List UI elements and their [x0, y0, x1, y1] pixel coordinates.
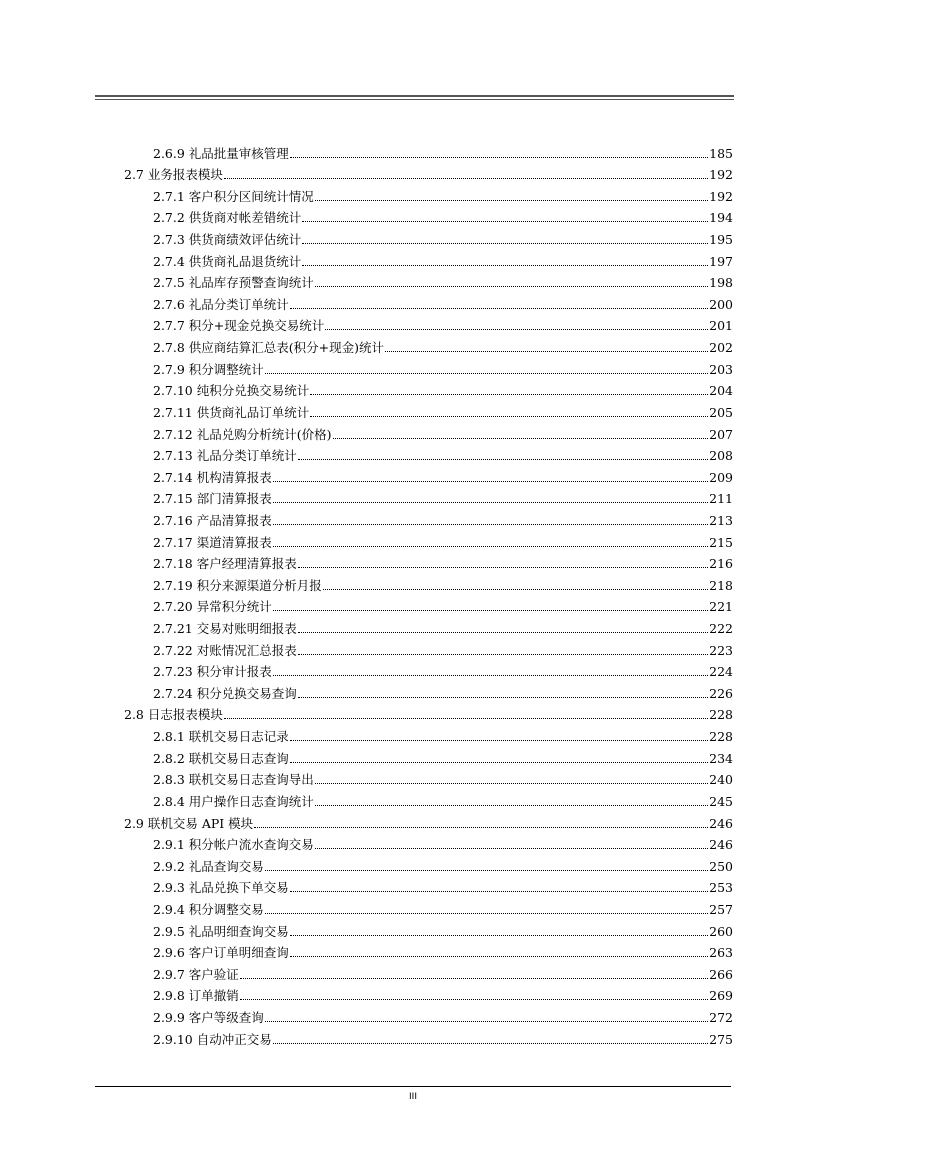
- toc-dot-leader: [302, 243, 708, 244]
- toc-entry[interactable]: [95, 594, 733, 616]
- toc-entry[interactable]: [95, 334, 733, 356]
- toc-entry-title: 2.7.17 渠道清算报表: [153, 534, 272, 550]
- toc-dot-leader: [265, 373, 708, 374]
- toc-entry-title: 2.9.10 自动冲正交易: [153, 1031, 272, 1047]
- toc-entry-title: 2.9.7 客户验证: [153, 966, 239, 982]
- toc-entry-title: 2.9.1 积分帐户流水查询交易: [153, 837, 314, 853]
- toc-dot-leader: [315, 200, 708, 201]
- toc-entry[interactable]: [95, 875, 733, 897]
- toc-dot-leader: [315, 783, 708, 784]
- toc-entry-page: 263: [709, 945, 733, 961]
- toc-entry-page: 192: [709, 167, 733, 183]
- toc-dot-leader: [290, 891, 708, 892]
- toc-entry[interactable]: [95, 486, 733, 508]
- toc-entry-page: 222: [709, 621, 733, 637]
- toc-entry-page: 205: [709, 404, 733, 420]
- toc-dot-leader: [265, 913, 708, 914]
- toc-entry-title: 2.7.21 交易对账明细报表: [153, 621, 297, 637]
- toc-entry[interactable]: [95, 853, 733, 875]
- toc-entry-page: 200: [709, 296, 733, 312]
- toc-entry-page: 216: [709, 556, 733, 572]
- toc-entry[interactable]: [95, 378, 733, 400]
- toc-dot-leader: [254, 827, 708, 828]
- toc-entry-page: 275: [709, 1031, 733, 1047]
- toc-entry-page: 246: [709, 837, 733, 853]
- toc-entry-title: 2.9.9 客户等级查询: [153, 1009, 264, 1025]
- toc-entry-page: 266: [709, 966, 733, 982]
- toc-entry-title: 2.7 业务报表模块: [124, 167, 223, 183]
- toc-entry-page: 234: [709, 750, 733, 766]
- toc-entry-title: 2.7.2 供货商对帐差错统计: [153, 210, 302, 226]
- toc-entry[interactable]: [95, 572, 733, 594]
- toc-entry-title: 2.7.5 礼品库存预警查询统计: [153, 275, 314, 291]
- toc-entry-page: 204: [709, 383, 733, 399]
- toc-dot-leader: [315, 286, 708, 287]
- toc-entry-page: 260: [709, 923, 733, 939]
- toc-entry-title: 2.7.11 供货商礼品订单统计: [153, 404, 310, 420]
- toc-entry[interactable]: [95, 896, 733, 918]
- toc-entry[interactable]: [95, 832, 733, 854]
- toc-entry-title: 2.7.24 积分兑换交易查询: [153, 685, 297, 701]
- toc-entry-title: 2.6.9 礼品批量审核管理: [153, 145, 289, 161]
- toc-entry[interactable]: [95, 205, 733, 227]
- toc-entry-page: 246: [709, 815, 733, 831]
- toc-entry-page: 192: [709, 188, 733, 204]
- toc-dot-leader: [315, 848, 708, 849]
- footer-rule: [95, 1086, 731, 1087]
- toc-entry-title: 2.7.3 供货商绩效评估统计: [153, 232, 302, 248]
- toc-entry-page: 215: [709, 534, 733, 550]
- toc-entry[interactable]: [95, 983, 733, 1005]
- toc-dot-leader: [310, 416, 708, 417]
- toc-entry-page: 250: [709, 858, 733, 874]
- toc-entry-title: 2.8.2 联机交易日志查询: [153, 750, 289, 766]
- toc-dot-leader: [323, 589, 708, 590]
- toc-entry[interactable]: [95, 940, 733, 962]
- toc-entry-page: 194: [709, 210, 733, 226]
- toc-dot-leader: [298, 654, 708, 655]
- toc-entry-title: 2.7.9 积分调整统计: [153, 361, 264, 377]
- toc-entry-title: 2.8.1 联机交易日志记录: [153, 729, 289, 745]
- toc-entry[interactable]: [95, 680, 733, 702]
- toc-entry[interactable]: [95, 140, 733, 162]
- toc-entry[interactable]: [95, 356, 733, 378]
- page-number: III: [409, 1092, 417, 1102]
- toc-entry[interactable]: [95, 615, 733, 637]
- toc-entry-title: 2.8.4 用户操作日志查询统计: [153, 793, 314, 809]
- table-of-contents: [95, 140, 733, 1048]
- toc-entry-page: 245: [709, 793, 733, 809]
- toc-entry-title: 2.7.23 积分审计报表: [153, 664, 272, 680]
- toc-entry-title: 2.7.4 供货商礼品退货统计: [153, 253, 302, 269]
- toc-entry-title: 2.7.18 客户经理清算报表: [153, 556, 297, 572]
- toc-entry[interactable]: [95, 248, 733, 270]
- header-rule: [95, 95, 734, 100]
- toc-entry[interactable]: [95, 313, 733, 335]
- toc-dot-leader: [290, 157, 708, 158]
- toc-dot-leader: [273, 502, 708, 503]
- toc-dot-leader: [290, 956, 708, 957]
- toc-dot-leader: [240, 999, 708, 1000]
- toc-dot-leader: [302, 221, 708, 222]
- toc-entry-title: 2.7.10 纯积分兑换交易统计: [153, 383, 310, 399]
- toc-entry-title: 2.7.8 供应商结算汇总表(积分+现金)统计: [153, 340, 385, 356]
- toc-entry-page: 240: [709, 772, 733, 788]
- toc-dot-leader: [273, 675, 708, 676]
- toc-entry-page: 253: [709, 880, 733, 896]
- toc-entry[interactable]: [95, 226, 733, 248]
- toc-entry-title: 2.9.2 礼品查询交易: [153, 858, 264, 874]
- toc-entry[interactable]: [95, 961, 733, 983]
- toc-entry[interactable]: [95, 918, 733, 940]
- toc-entry[interactable]: [95, 162, 733, 184]
- toc-entry-page: 197: [709, 253, 733, 269]
- toc-entry-title: 2.7.13 礼品分类订单统计: [153, 448, 297, 464]
- toc-dot-leader: [298, 632, 708, 633]
- toc-entry-title: 2.9 联机交易 API 模块: [124, 815, 254, 831]
- toc-entry[interactable]: [95, 1004, 733, 1026]
- toc-entry-title: 2.8.3 联机交易日志查询导出: [153, 772, 314, 788]
- toc-dot-leader: [290, 935, 708, 936]
- toc-entry-page: 257: [709, 901, 733, 917]
- toc-entry-page: 202: [709, 340, 733, 356]
- toc-entry-title: 2.9.8 订单撤销: [153, 988, 239, 1004]
- toc-entry-title: 2.9.6 客户订单明细查询: [153, 945, 289, 961]
- toc-entry-page: 185: [709, 145, 733, 161]
- toc-dot-leader: [302, 265, 708, 266]
- toc-dot-leader: [333, 438, 709, 439]
- toc-dot-leader: [273, 524, 708, 525]
- toc-dot-leader: [290, 308, 708, 309]
- toc-entry[interactable]: [95, 464, 733, 486]
- toc-entry-title: 2.7.22 对账情况汇总报表: [153, 642, 297, 658]
- toc-entry[interactable]: [95, 659, 733, 681]
- toc-entry-title: 2.7.7 积分+现金兑换交易统计: [153, 318, 325, 334]
- toc-entry-title: 2.9.3 礼品兑换下单交易: [153, 880, 289, 896]
- toc-entry-page: 221: [709, 599, 733, 615]
- toc-dot-leader: [325, 329, 708, 330]
- toc-entry[interactable]: [95, 443, 733, 465]
- toc-entry[interactable]: [95, 702, 733, 724]
- toc-dot-leader: [265, 1021, 708, 1022]
- toc-entry-title: 2.7.6 礼品分类订单统计: [153, 296, 289, 312]
- toc-entry-page: 224: [709, 664, 733, 680]
- toc-dot-leader: [385, 351, 708, 352]
- toc-entry-page: 198: [709, 275, 733, 291]
- toc-dot-leader: [290, 740, 708, 741]
- toc-entry-page: 228: [709, 707, 733, 723]
- toc-entry-title: 2.7.15 部门清算报表: [153, 491, 272, 507]
- toc-entry[interactable]: [95, 421, 733, 443]
- toc-entry-page: 203: [709, 361, 733, 377]
- toc-entry[interactable]: [95, 291, 733, 313]
- toc-dot-leader: [224, 178, 708, 179]
- toc-entry-page: 272: [709, 1009, 733, 1025]
- toc-entry-page: 208: [709, 448, 733, 464]
- toc-entry[interactable]: [95, 1026, 733, 1048]
- toc-dot-leader: [273, 1043, 708, 1044]
- toc-entry-page: 228: [709, 729, 733, 745]
- toc-entry[interactable]: [95, 529, 733, 551]
- toc-entry[interactable]: [95, 637, 733, 659]
- toc-entry[interactable]: [95, 551, 733, 573]
- toc-entry[interactable]: [95, 810, 733, 832]
- toc-entry-page: 226: [709, 685, 733, 701]
- toc-entry[interactable]: [95, 788, 733, 810]
- toc-entry-page: 211: [709, 491, 733, 507]
- toc-entry-title: 2.7.12 礼品兑购分析统计(价格): [153, 426, 332, 442]
- toc-entry-page: 218: [709, 577, 733, 593]
- toc-dot-leader: [273, 610, 708, 611]
- toc-entry[interactable]: [95, 399, 733, 421]
- toc-entry[interactable]: [95, 767, 733, 789]
- toc-entry-page: 195: [709, 232, 733, 248]
- toc-dot-leader: [298, 567, 708, 568]
- toc-dot-leader: [290, 762, 708, 763]
- toc-entry-title: 2.7.19 积分来源渠道分析月报: [153, 577, 322, 593]
- toc-entry-page: 209: [709, 469, 733, 485]
- toc-entry-title: 2.9.4 积分调整交易: [153, 901, 264, 917]
- toc-dot-leader: [298, 697, 708, 698]
- toc-entry-page: 207: [709, 426, 733, 442]
- toc-entry-page: 223: [709, 642, 733, 658]
- toc-dot-leader: [273, 546, 708, 547]
- toc-entry-title: 2.7.20 异常积分统计: [153, 599, 272, 615]
- toc-entry-page: 201: [709, 318, 733, 334]
- toc-dot-leader: [265, 870, 708, 871]
- toc-entry-title: 2.7.16 产品清算报表: [153, 512, 272, 528]
- toc-entry[interactable]: [95, 745, 733, 767]
- toc-dot-leader: [240, 978, 708, 979]
- toc-entry[interactable]: [95, 183, 733, 205]
- toc-dot-leader: [298, 459, 708, 460]
- toc-entry-title: 2.8 日志报表模块: [124, 707, 223, 723]
- toc-entry[interactable]: [95, 723, 733, 745]
- toc-entry-title: 2.7.14 机构清算报表: [153, 469, 272, 485]
- toc-entry-title: 2.7.1 客户积分区间统计情况: [153, 188, 314, 204]
- toc-dot-leader: [315, 805, 708, 806]
- toc-dot-leader: [224, 718, 708, 719]
- toc-entry-page: 213: [709, 512, 733, 528]
- toc-entry[interactable]: [95, 270, 733, 292]
- toc-dot-leader: [310, 394, 708, 395]
- toc-entry-title: 2.9.5 礼品明细查询交易: [153, 923, 289, 939]
- toc-dot-leader: [273, 481, 708, 482]
- toc-entry[interactable]: [95, 507, 733, 529]
- toc-entry-page: 269: [709, 988, 733, 1004]
